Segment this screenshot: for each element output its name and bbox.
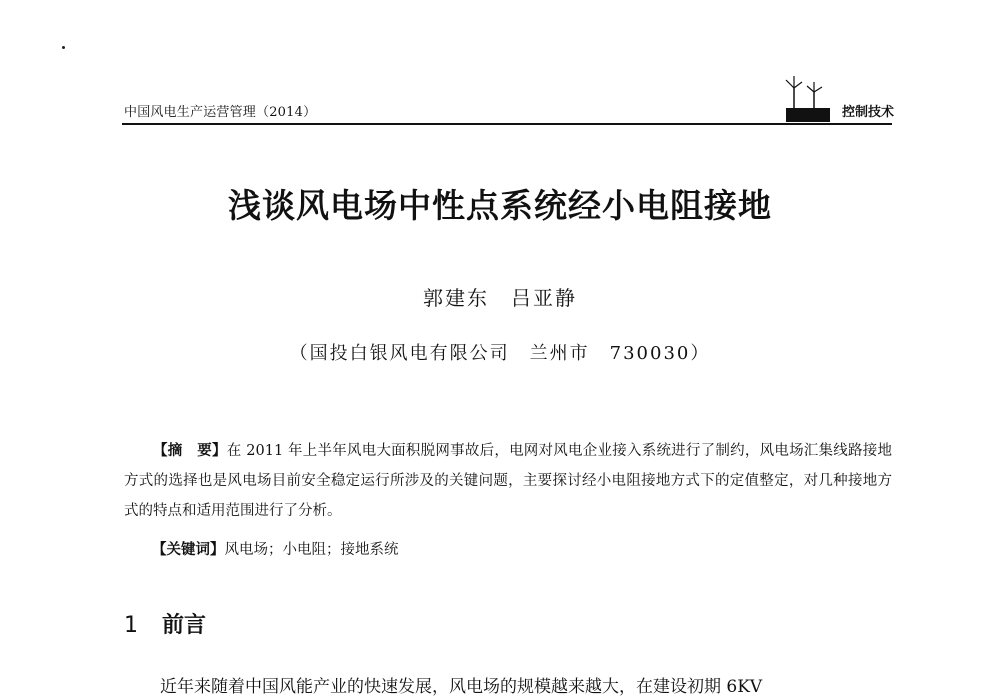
scan-speck — [62, 46, 65, 49]
journal-header: 中国风电生产运营管理（2014） — [124, 105, 317, 120]
abstract-paragraph — [124, 436, 892, 526]
article-authors: 郭建东 吕亚静 — [423, 286, 577, 310]
section-tag: 控制技术 — [841, 105, 894, 120]
section-title: 前言 — [162, 613, 207, 638]
abstract-text: 在 2011 年上半年风电大面积脱网事故后，电网对风电企业接入系统进行了制约，风电场汇集线路接地方式的选择也是风电场目前安全稳定运行所涉及的关键问题，主要探讨经小电阻接地方式下的定值整定，对几种接地方式的特点和适用范围进行了分析。 — [124, 443, 892, 519]
header-rule — [122, 123, 892, 125]
keywords-label: 【关键词】 — [152, 541, 225, 558]
body-text-line: 近年来随着中国风能产业的快速发展，风电场的规模越来越大，在建设初期 6KV — [160, 677, 763, 697]
abstract-label: 【摘 要】 — [153, 442, 227, 459]
keywords-text: 风电场；小电阻；接地系统 — [224, 542, 399, 558]
section-number: 1 — [124, 613, 138, 638]
wind-turbine-icon — [780, 74, 836, 124]
section-heading — [124, 608, 206, 639]
keywords-line — [152, 538, 399, 559]
article-affiliation: （国投白银风电有限公司 兰州市 730030） — [289, 343, 711, 364]
article-title: 浅谈风电场中性点系统经小电阻接地 — [228, 186, 772, 225]
